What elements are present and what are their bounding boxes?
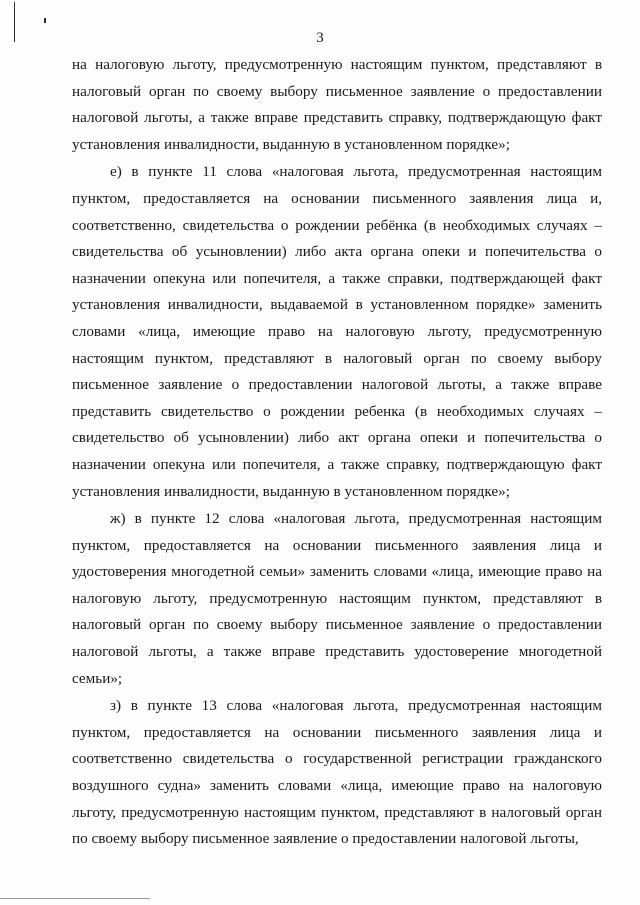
paragraph-item-zh: ж) в пункте 12 слова «налоговая льгота, предусмотренная настоящим пунктом, предоставляется на основании письменного заявления лица и удостоверения многодетной семьи» заменить словами «лица, имеющие право на налоговую льготу, предусмотренную настоящим пунктом, представляют в налоговый орган по своему выбору письменное заявление о предоставлении налоговой льготы, а также вправе представить удостоверение многодетной семьи»; [72, 510, 602, 687]
paragraph-item-z: з) в пункте 13 слова «налоговая льгота, предусмотренная настоящим пунктом, предоставляется на основании письменного заявления лица и соответственно свидетельства о государственной регистрации гражданского воздушного судна» заменить словами «лица, имеющие право на налоговую льготу, предусмотренную настоящим пунктом, представляют в налоговый орган по своему выбору письменное заявление о предоставлении налоговой льготы, [72, 697, 602, 848]
paragraph-continuation: на налоговую льготу, предусмотренную настоящим пунктом, представляют в налоговый орган по своему выбору письменное заявление о предоставлении налоговой льготы, а также вправе представить справку, подтверждающую факт установления инвалидности, выданную в установленном порядке»; [72, 56, 602, 153]
document-body [72, 52, 602, 853]
page-number: 3 [316, 30, 324, 46]
scan-bottom-edge [0, 898, 150, 899]
scan-margin-mark [44, 18, 46, 23]
paragraph-item-e: е) в пункте 11 слова «налоговая льгота, предусмотренная настоящим пунктом, предоставляется на основании письменного заявления лица и, соответственно, свидетельства о рождении ребёнка (в необходимых случаях – свидетельства об усыновлении) либо акта органа опеки и попечительства о назначении опекуна или попечителя, а также справки, подтверждающей факт установления инвалидности, выдаваемой в установленном порядке» заменить словами «лица, имеющие право на налоговую льготу, предусмотренную настоящим пунктом, представляют в налоговый орган по своему выбору письменное заявление о предоставлении налоговой льготы, а также вправе представить свидетельство о рождении ребенка (в необходимых случаях – свидетельство об усыновлении) либо акт органа опеки и попечительства о назначении опекуна или попечителя, а также справку, подтверждающую факт установления инвалидности, выданную в установленном порядке»; [72, 163, 602, 500]
